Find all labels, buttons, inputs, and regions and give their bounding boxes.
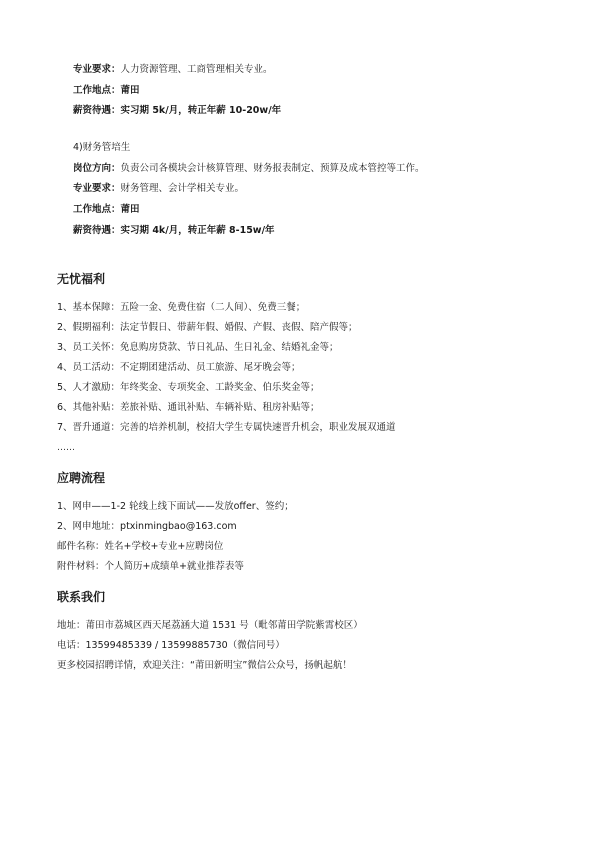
finance-location-text: 莆田 bbox=[120, 204, 140, 215]
benefit-item: 1、基本保障：五险一金、免费住宿（二人间）、免费三餐； bbox=[57, 302, 306, 313]
contact-phone: 电话：13599485339 / 13599885730（微信同号） bbox=[57, 640, 285, 651]
finance-location-line bbox=[73, 203, 140, 217]
process-item: 邮件名称：姓名+学校+专业+应聘岗位 bbox=[57, 541, 224, 552]
work-location-line bbox=[73, 84, 140, 98]
contact-heading: 联系我们 bbox=[57, 590, 106, 604]
benefits-ellipsis: …… bbox=[57, 443, 75, 453]
contact-address: 地址：莆田市荔城区西天尾荔涵大道 1531 号（毗邻莆田学院紫霄校区） bbox=[57, 620, 363, 631]
major-text: 人力资源管理、工商管理相关专业。 bbox=[120, 64, 273, 75]
location-label: 工作地点： bbox=[73, 85, 121, 96]
major-label: 专业要求： bbox=[73, 64, 121, 75]
finance-major-label: 专业要求： bbox=[73, 183, 121, 194]
direction-label: 岗位方向： bbox=[73, 163, 121, 174]
benefit-item: 4、员工活动：不定期团建活动、员工旅游、尾牙晚会等； bbox=[57, 362, 301, 373]
salary-text: 实习期 5k/月，转正年薪 10-20w/年 bbox=[120, 105, 282, 116]
benefit-item: 2、假期福利：法定节假日、带薪年假、婚假、产假、丧假、陪产假等； bbox=[57, 322, 358, 333]
benefit-item: 5、人才激励：年终奖金、专项奖金、工龄奖金、伯乐奖金等； bbox=[57, 382, 320, 393]
finance-salary-label: 薪资待遇： bbox=[73, 225, 121, 236]
benefit-item: 6、其他补贴：差旅补贴、通讯补贴、车辆补贴、租房补贴等； bbox=[57, 402, 320, 413]
process-heading: 应聘流程 bbox=[57, 471, 106, 485]
location-text: 莆田 bbox=[120, 85, 140, 96]
finance-major-line bbox=[73, 182, 244, 196]
finance-location-label: 工作地点： bbox=[73, 204, 121, 215]
finance-salary-text: 实习期 4k/月，转正年薪 8-15w/年 bbox=[120, 225, 275, 236]
process-item: 附件材料：个人简历+成绩单+就业推荐表等 bbox=[57, 561, 244, 572]
finance-position-title: 4)财务管培生 bbox=[73, 142, 131, 153]
benefit-item: 3、员工关怀：免息购房贷款、节日礼品、生日礼金、结婚礼金等； bbox=[57, 342, 339, 353]
benefit-item: 7、晋升通道：完善的培养机制，校招大学生专属快速晋升机会，职业发展双通道 bbox=[57, 422, 396, 433]
finance-major-text: 财务管理、会计学相关专业。 bbox=[120, 183, 245, 194]
process-item: 1、网申——1-2 轮线上线下面试——发放offer、签约； bbox=[57, 501, 294, 512]
salary-line bbox=[73, 104, 281, 118]
finance-direction-line bbox=[73, 162, 425, 176]
finance-salary-line bbox=[73, 224, 275, 238]
salary-label: 薪资待遇： bbox=[73, 105, 121, 116]
major-requirement-line bbox=[73, 63, 273, 77]
application-email[interactable]: 2、网申地址：ptxinmingbao@163.com bbox=[57, 521, 237, 532]
contact-wechat-note: 更多校园招聘详情，欢迎关注：“莆田新明宝”微信公众号，扬帆起航！ bbox=[57, 660, 352, 671]
benefits-heading: 无忧福利 bbox=[57, 272, 106, 286]
direction-text: 负责公司各模块会计核算管理、财务报表制定、预算及成本管控等工作。 bbox=[120, 163, 425, 174]
